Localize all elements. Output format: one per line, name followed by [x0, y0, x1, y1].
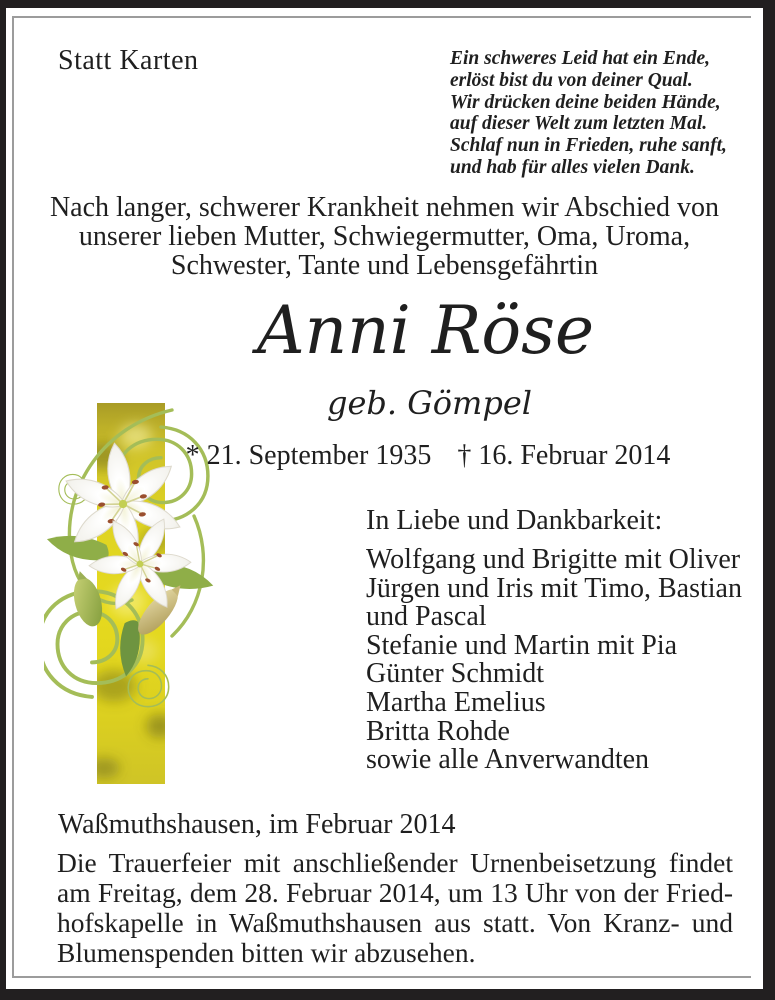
- funeral-line: Blumenspenden bitten wir abzusehen.: [57, 937, 476, 968]
- mourner-entry: Jürgen und Iris mit Timo, Bastian und Pascal: [366, 572, 742, 633]
- funeral-line: hofskapelle in Waßmuthshausen aus statt. Von Kranz- und: [57, 907, 733, 938]
- funeral-notice: [57, 848, 733, 968]
- funeral-line: Die Trauerfeier mit anschließender Urnenbeisetzung findet: [57, 847, 733, 878]
- statt-karten-note: Statt Karten: [58, 45, 199, 76]
- funeral-line: am Freitag, dem 28. Februar 2014, um 13 Uhr von der Fried-: [57, 877, 733, 908]
- deceased-name: Anni Röse: [256, 292, 595, 369]
- intro-line: Schwester, Tante und Lebensgefährtin: [170, 250, 599, 281]
- poem-line: Wir drücken deine beiden Hände,: [450, 91, 721, 113]
- mourner-entry: Martha Emelius: [366, 686, 546, 718]
- birth-date: * 21. September 1935: [185, 440, 432, 471]
- poem-line: und hab für alles vielen Dank.: [450, 156, 695, 178]
- mourners-list: [366, 546, 756, 775]
- mourner-entry: Britta Rohde: [366, 715, 510, 747]
- intro-line: Nach langer, schwerer Krankheit nehmen wir Abschied von: [49, 192, 720, 223]
- intro-line: unserer lieben Mutter, Schwiegermutter, Oma, Uroma,: [78, 221, 691, 252]
- mourners-heading: In Liebe und Dankbarkeit:: [366, 505, 663, 536]
- poem-line: Schlaf nun in Frieden, ruhe sanft,: [450, 135, 727, 157]
- mourner-entry: sowie alle Anverwandten: [366, 744, 650, 776]
- memorial-poem: [450, 48, 727, 179]
- intro-text: [6, 193, 763, 280]
- mourner-entry: Stefanie und Martin mit Pia: [366, 629, 678, 661]
- poem-line: auf dieser Welt zum letzten Mal.: [450, 113, 708, 135]
- life-dates: [93, 440, 763, 472]
- mourner-entry: Günter Schmidt: [366, 658, 545, 690]
- mourner-entry: Wolfgang und Brigitte mit Oliver: [366, 544, 741, 575]
- poem-line: erlöst bist du von deiner Qual.: [450, 69, 693, 91]
- death-date: † 16. Februar 2014: [457, 440, 671, 471]
- place-date: Waßmuthshausen, im Februar 2014: [58, 809, 456, 840]
- maiden-name: geb. Gömpel: [326, 384, 533, 422]
- poem-line: Ein schweres Leid hat ein Ende,: [450, 48, 711, 69]
